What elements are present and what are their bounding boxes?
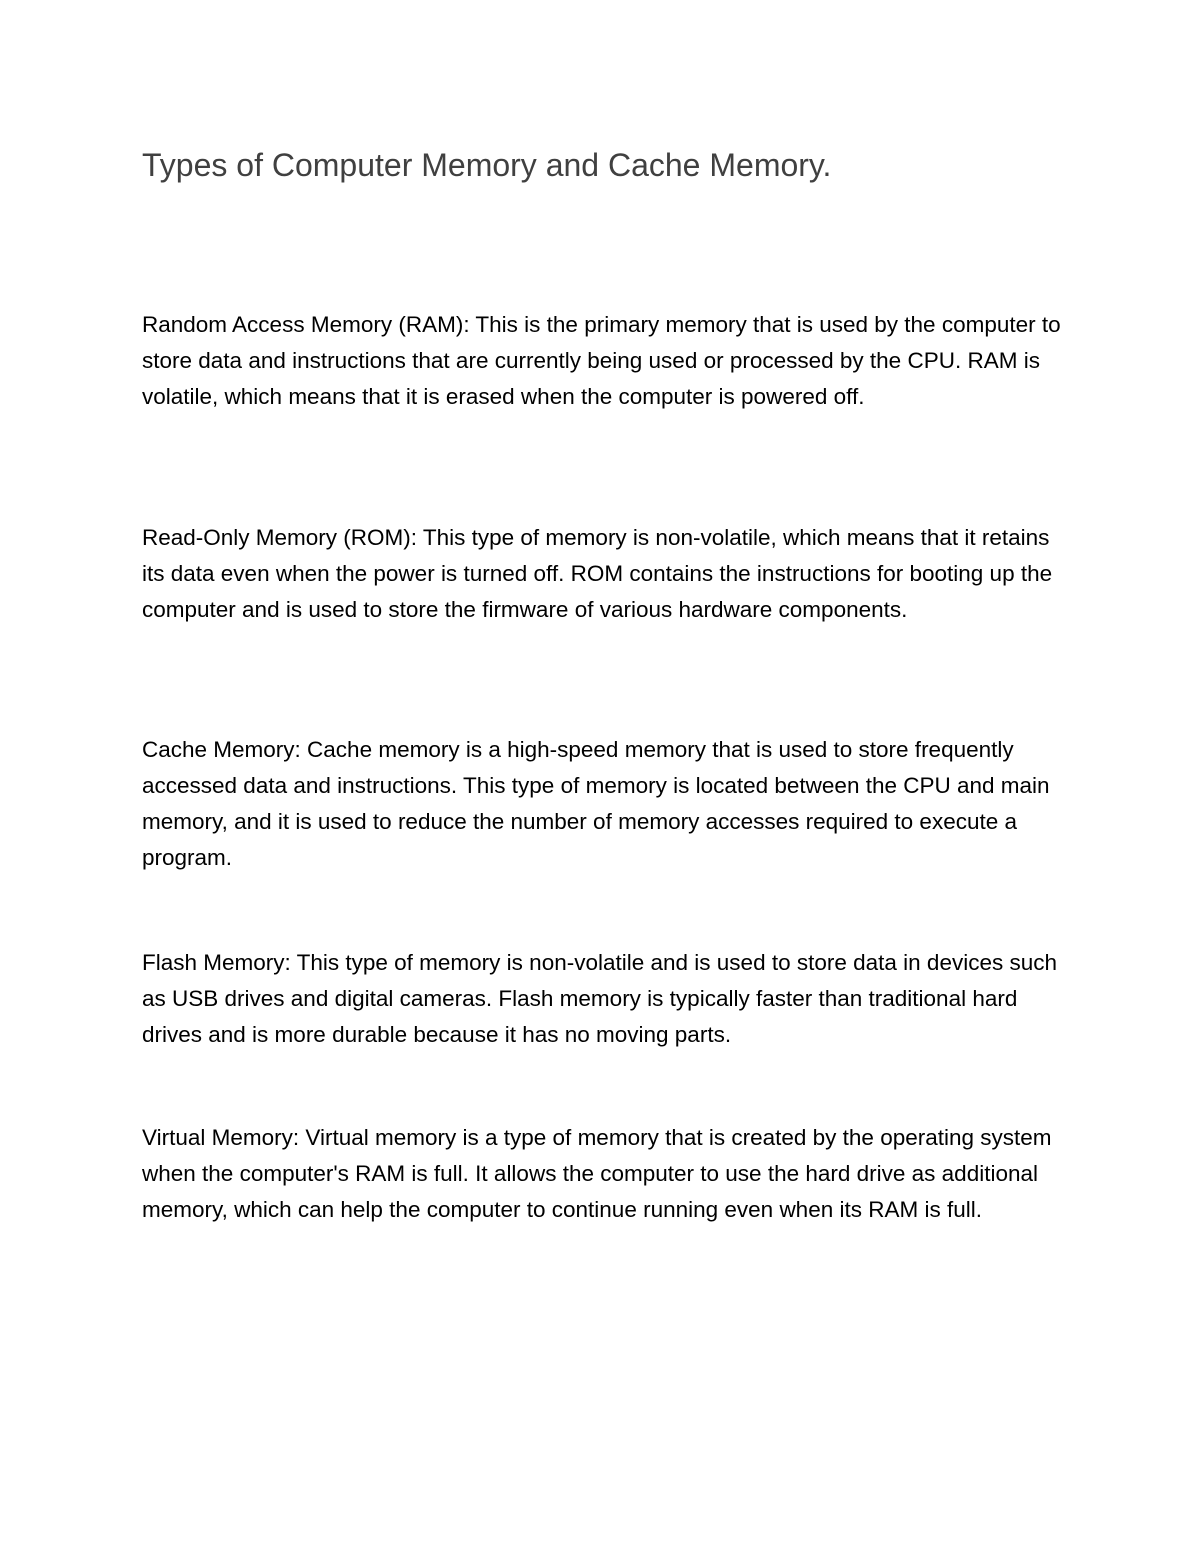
paragraph-ram: Random Access Memory (RAM): This is the primary memory that is used by the computer to store data and instructions that are currently being used or processed by the CPU. RAM is volatile, which means that it is erased when the computer is powered off. [142,312,1061,409]
paragraph-cache-memory: Cache Memory: Cache memory is a high-speed memory that is used to store frequently accessed data and instructions. This type of memory is located between the CPU and main memory, and it is used to reduce the number of memory accesses required to execute a program. [142,737,1050,870]
paragraph-rom: Read-Only Memory (ROM): This type of memory is non-volatile, which means that it retains its data even when the power is turned off. ROM contains the instructions for booting up the computer and is used to store the firmware of various hardware components. [142,525,1053,622]
paragraph-flash-memory: Flash Memory: This type of memory is non-volatile and is used to store data in devices such as USB drives and digital cameras. Flash memory is typically faster than traditional hard drives and is more durable because it has no moving parts. [142,950,1057,1047]
document-title: Types of Computer Memory and Cache Memory. [142,147,832,183]
paragraph-virtual-memory: Virtual Memory: Virtual memory is a type of memory that is created by the operating system when the computer's RAM is full. It allows the computer to use the hard drive as additional memory, which can help the computer to continue running even when its RAM is full. [142,1125,1052,1222]
